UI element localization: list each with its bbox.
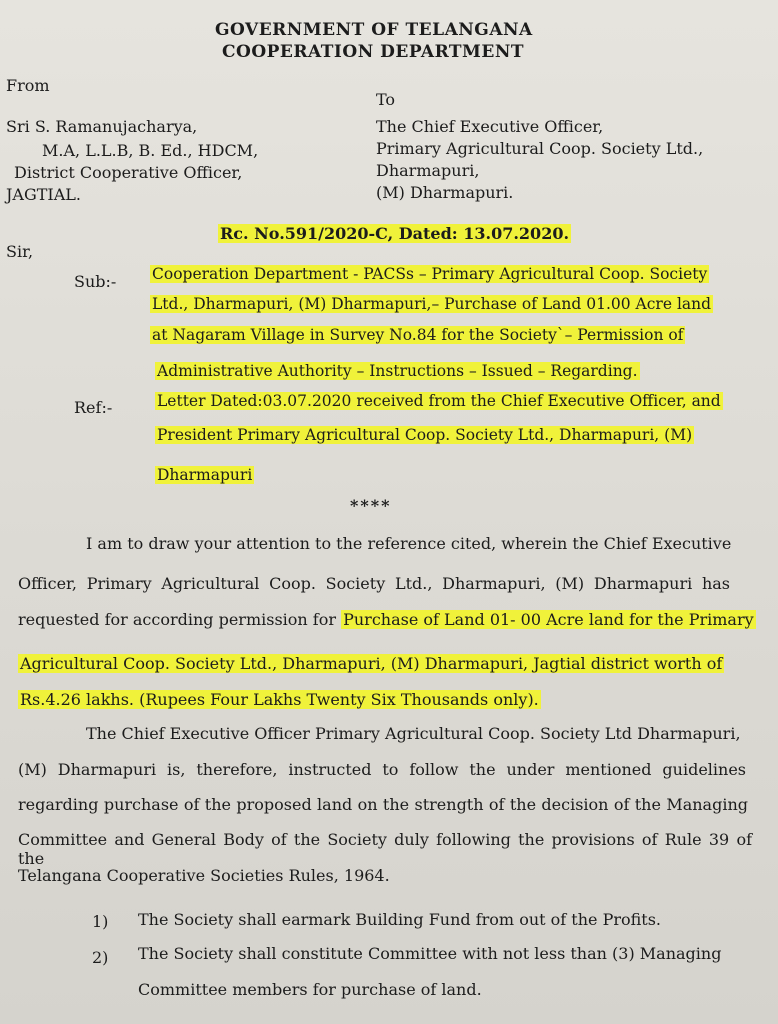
header-department: COOPERATION DEPARTMENT	[222, 42, 525, 62]
from-label: From	[6, 76, 50, 95]
paragraph-line	[18, 690, 541, 709]
to-line: Primary Agricultural Coop. Society Ltd.,	[376, 139, 704, 158]
list-item: The Society shall earmark Building Fund from out of the Profits.	[138, 910, 662, 929]
from-line: JAGTIAL.	[6, 185, 82, 204]
paragraph-line: Telangana Cooperative Societies Rules, 1964.	[18, 866, 390, 885]
paragraph-line: Committee and General Body of the Society duly following the provisions of Rule 39 of the	[18, 830, 752, 868]
to-label: To	[376, 90, 396, 109]
subject-label: Sub:-	[74, 272, 117, 291]
ref-label: Ref:-	[74, 398, 113, 417]
to-line: The Chief Executive Officer,	[376, 117, 604, 136]
paragraph-highlight: Rs.4.26 lakhs. (Rupees Four Lakhs Twenty Six Thousands only).	[20, 690, 539, 709]
subject-text: Ltd., Dharmapuri, (M) Dharmapuri,– Purchase of Land 01.00 Acre land	[152, 295, 712, 313]
list-number: 1)	[92, 912, 109, 931]
paragraph-text: requested for according permission for	[18, 610, 342, 629]
separator: ****	[350, 496, 392, 515]
subject-text: at Nagaram Village in Survey No.84 for the Society`– Permission of	[152, 326, 684, 344]
from-line: District Cooperative Officer,	[14, 163, 243, 182]
ref-line	[155, 466, 254, 484]
subject-line	[150, 265, 709, 283]
paragraph-highlight: Agricultural Coop. Society Ltd., Dharmapuri, (M) Dharmapuri, Jagtial district worth of	[20, 654, 723, 673]
subject-text: Administrative Authority – Instructions – Issued – Regarding.	[157, 362, 638, 380]
paragraph-line: regarding purchase of the proposed land on the strength of the decision of the Managing	[18, 795, 748, 814]
ref-text: Dharmapuri	[157, 466, 253, 484]
subject-text: Cooperation Department - PACSs – Primary Agricultural Coop. Society	[152, 265, 708, 283]
paragraph-line	[18, 610, 756, 629]
ref-text: President Primary Agricultural Coop. Society Ltd., Dharmapuri, (M)	[157, 426, 693, 444]
list-number: 2)	[92, 948, 109, 967]
to-line: (M) Dharmapuri.	[376, 183, 514, 202]
from-line: M.A, L.L.B, B. Ed., HDCM,	[42, 141, 259, 160]
ref-line	[155, 426, 694, 444]
reference-number-text: Rc. No.591/2020-C, Dated: 13.07.2020.	[220, 224, 570, 243]
paragraph-line: The Chief Executive Officer Primary Agricultural Coop. Society Ltd Dharmapuri,	[86, 724, 741, 743]
ref-text: Letter Dated:03.07.2020 received from the Chief Executive Officer, and	[157, 392, 721, 410]
paragraph-line: Officer, Primary Agricultural Coop. Society Ltd., Dharmapuri, (M) Dharmapuri has	[18, 574, 730, 593]
ref-line	[155, 392, 723, 410]
reference-number	[218, 224, 571, 243]
paragraph-line	[18, 654, 724, 673]
subject-line	[150, 295, 713, 313]
paragraph-line: I am to draw your attention to the reference cited, wherein the Chief Executive	[86, 534, 732, 553]
from-line: Sri S. Ramanujacharya,	[6, 117, 198, 136]
subject-line	[155, 362, 640, 380]
paragraph-line: (M) Dharmapuri is, therefore, instructed to follow the under mentioned guidelines	[18, 760, 746, 779]
paragraph-highlight: Purchase of Land 01- 00 Acre land for the Primary	[343, 610, 754, 629]
list-item: The Society shall constitute Committee with not less than (3) Managing	[138, 944, 722, 963]
subject-line	[150, 326, 685, 344]
list-item: Committee members for purchase of land.	[138, 980, 482, 999]
header-government: GOVERNMENT OF TELANGANA	[215, 20, 533, 40]
salutation: Sir,	[6, 242, 34, 261]
to-line: Dharmapuri,	[376, 161, 480, 180]
